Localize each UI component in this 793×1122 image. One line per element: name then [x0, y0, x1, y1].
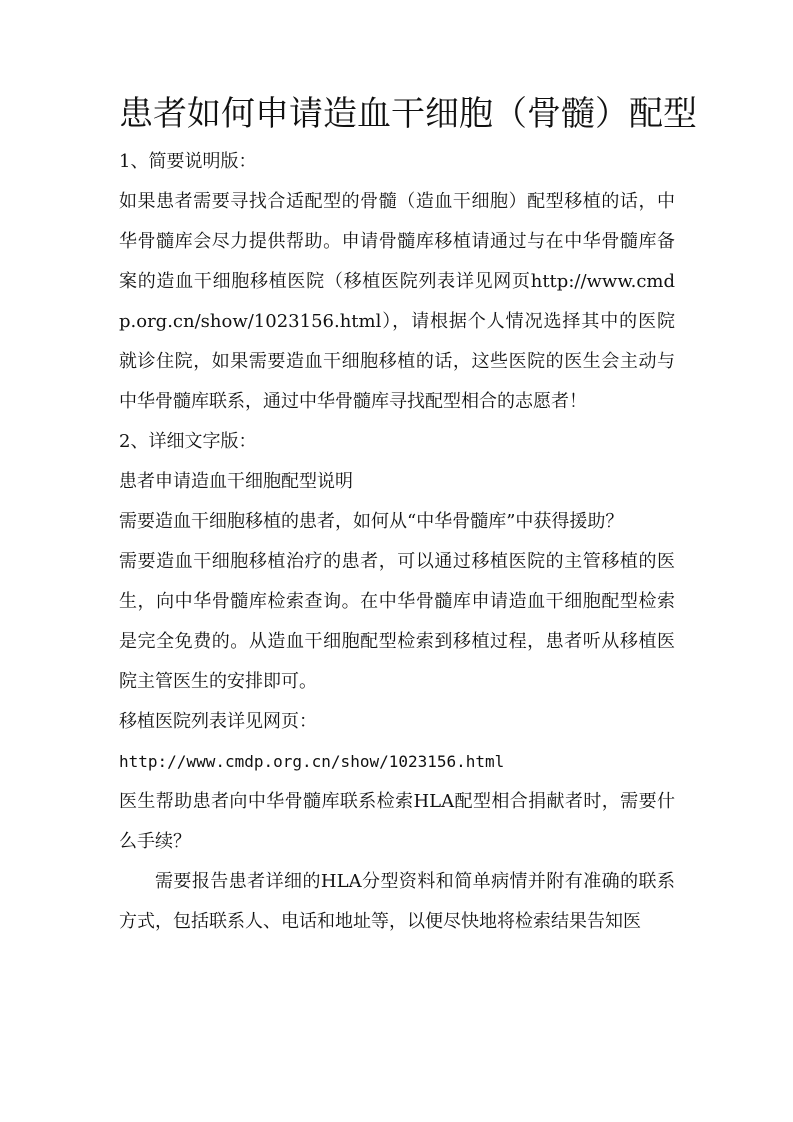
- section-heading-brief: 1、简要说明版：: [119, 151, 257, 172]
- answer-paragraph: 需要造血干细胞移植治疗的患者，可以通过移植医院的主管移植的医生，向中华骨髓库检索查询。在中华骨髓库申请造血干细胞配型检索是完全免费的。从造血干细胞配型检索到移植过程，患者听从移植医院主管医生的安排即可。: [119, 551, 675, 692]
- question-procedures: 医生帮助患者向中华骨髓库联系检索HLA配型相合捐献者时，需要什么手续？: [119, 791, 675, 852]
- document-title: 患者如何申请造血干细胞（骨髓）配型: [119, 94, 697, 134]
- subheading-patient-application: 患者申请造血干细胞配型说明: [119, 471, 353, 492]
- question-how-to-get-aid: 需要造血干细胞移植的患者，如何从“中华骨髓库”中获得援助？: [119, 511, 624, 532]
- document-page: [119, 92, 697, 942]
- section-heading-detailed: 2、详细文字版：: [119, 431, 257, 452]
- hospital-list-url: http://www.cmdp.org.cn/show/1023156.html: [119, 752, 505, 771]
- hospital-list-label: 移植医院列表详见网页：: [119, 711, 317, 732]
- brief-paragraph: 如果患者需要寻找合适配型的骨髓（造血干细胞）配型移植的话，中华骨髓库会尽力提供帮助。申请骨髓库移植请通过与在中华骨髓库备案的造血干细胞移植医院（移植医院列表详见网页http://www.cmdp.org.cn/show/1023156.html），请根据个人情况选择其中的医院就诊住院，如果需要造血干细胞移植的话，这些医院的医生会主动与中华骨髓库联系，通过中华骨髓库寻找配型相合的志愿者！: [119, 191, 675, 412]
- answer-procedures: 需要报告患者详细的HLA分型资料和简单病情并附有准确的联系方式，包括联系人、电话和地址等，以便尽快地将检索结果告知医: [119, 871, 675, 932]
